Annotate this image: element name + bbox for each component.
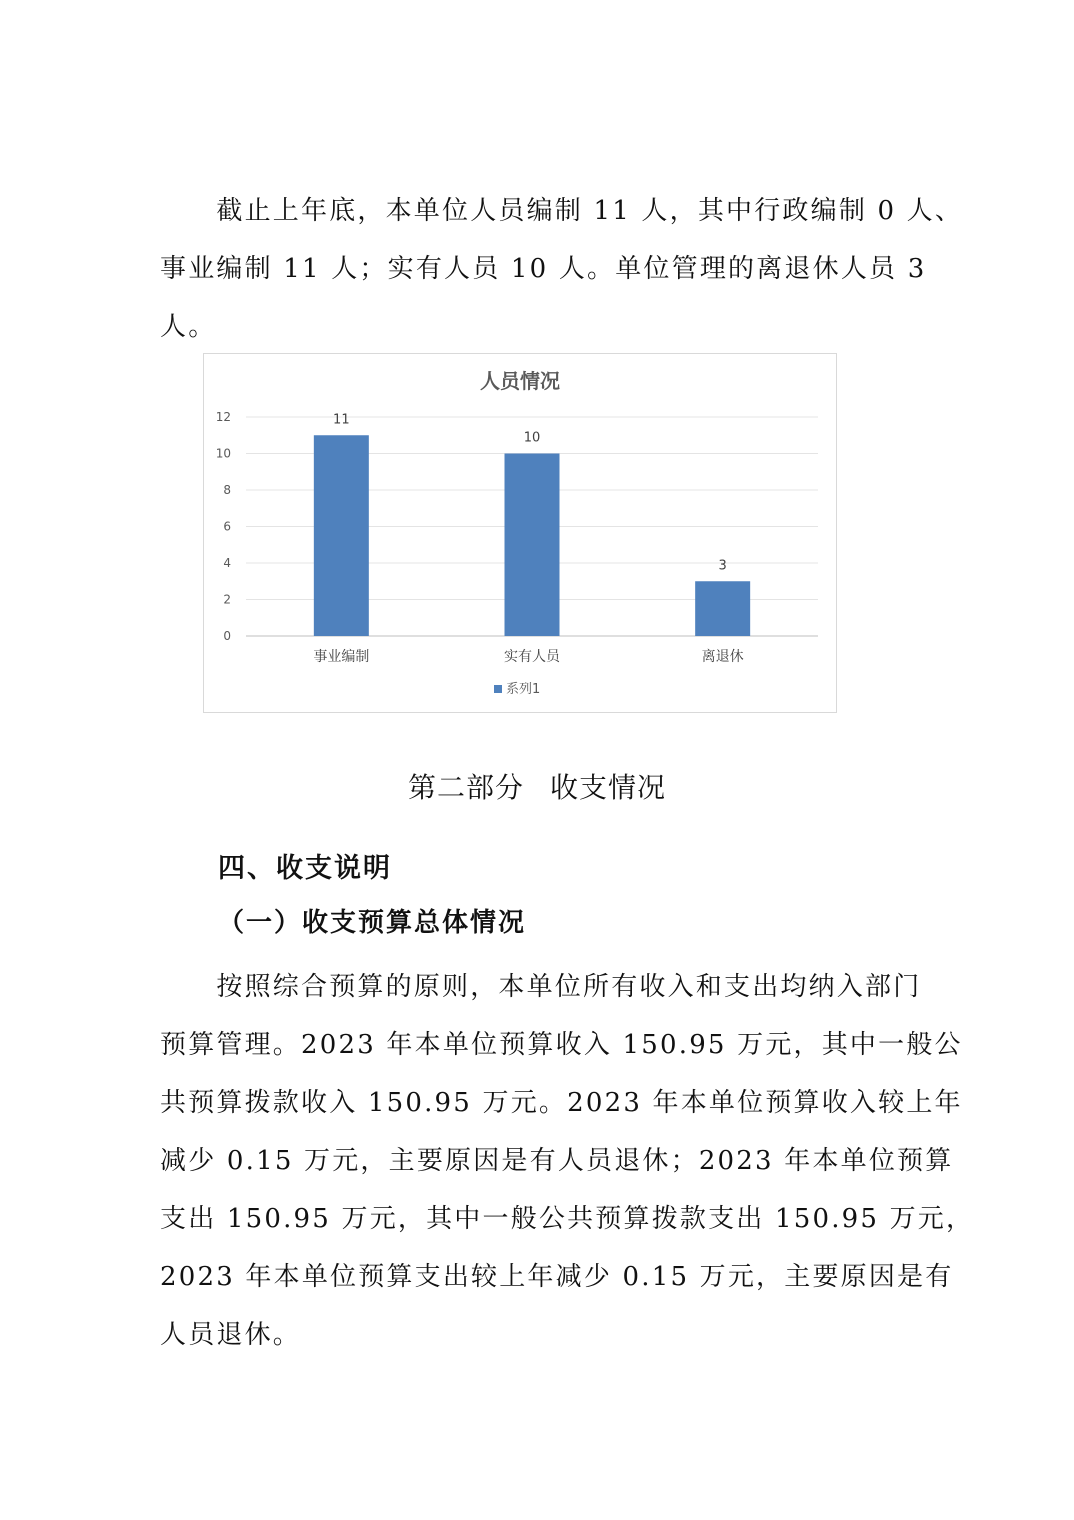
budget-line: 2023 年本单位预算支出较上年减少 0.15 万元，主要原因是有 [160,1262,954,1292]
bar [695,581,750,636]
legend-swatch [494,685,502,693]
heading-income-expense: 四、收支说明 [218,853,392,884]
y-tick-label: 4 [223,556,231,570]
staff-chart [203,353,837,713]
x-tick-label: 事业编制 [313,649,370,665]
y-tick-label: 6 [223,519,231,534]
y-tick-label: 2 [223,592,231,607]
staff-chart-svg [204,354,836,712]
y-tick-label: 8 [223,483,231,497]
bar [314,435,369,636]
data-label: 3 [718,558,727,574]
x-tick-label: 实有人员 [504,649,560,665]
budget-line: 人员退休。 [160,1320,302,1350]
section-part: 第二部分 [407,771,524,804]
y-tick-label: 0 [223,629,231,643]
chart-title: 人员情况 [480,369,560,393]
data-label: 11 [333,412,350,428]
intro-line: 截止上年底，本单位人员编制 11 人，其中行政编制 0 人、 [160,196,964,226]
budget-line: 支出 150.95 万元，其中一般公共预算拨款支出 150.95 万元， [160,1204,975,1234]
section-title [0,766,1074,806]
y-tick-label: 12 [215,410,231,424]
legend-label: 系列1 [506,682,541,697]
data-label: 10 [523,430,541,446]
intro-line: 事业编制 11 人；实有人员 10 人。单位管理的离退休人员 3 [160,254,927,284]
heading-budget-overview: （一）收支预算总体情况 [218,908,527,938]
bar [505,454,560,637]
intro-line: 人。 [160,312,217,342]
intro-paragraph [160,182,964,356]
budget-line: 按照综合预算的原则，本单位所有收入和支出均纳入部门 [160,972,922,1002]
section-name: 收支情况 [550,771,667,804]
budget-line: 减少 0.15 万元，主要原因是有人员退休；2023 年本单位预算 [160,1146,954,1176]
x-tick-label: 离退休 [701,649,744,665]
budget-line: 共预算拨款收入 150.95 万元。2023 年本单位预算收入较上年 [160,1088,963,1118]
y-tick-label: 10 [215,446,231,461]
budget-line: 预算管理。2023 年本单位预算收入 150.95 万元，其中一般公 [160,1030,963,1060]
budget-paragraph [160,958,975,1364]
